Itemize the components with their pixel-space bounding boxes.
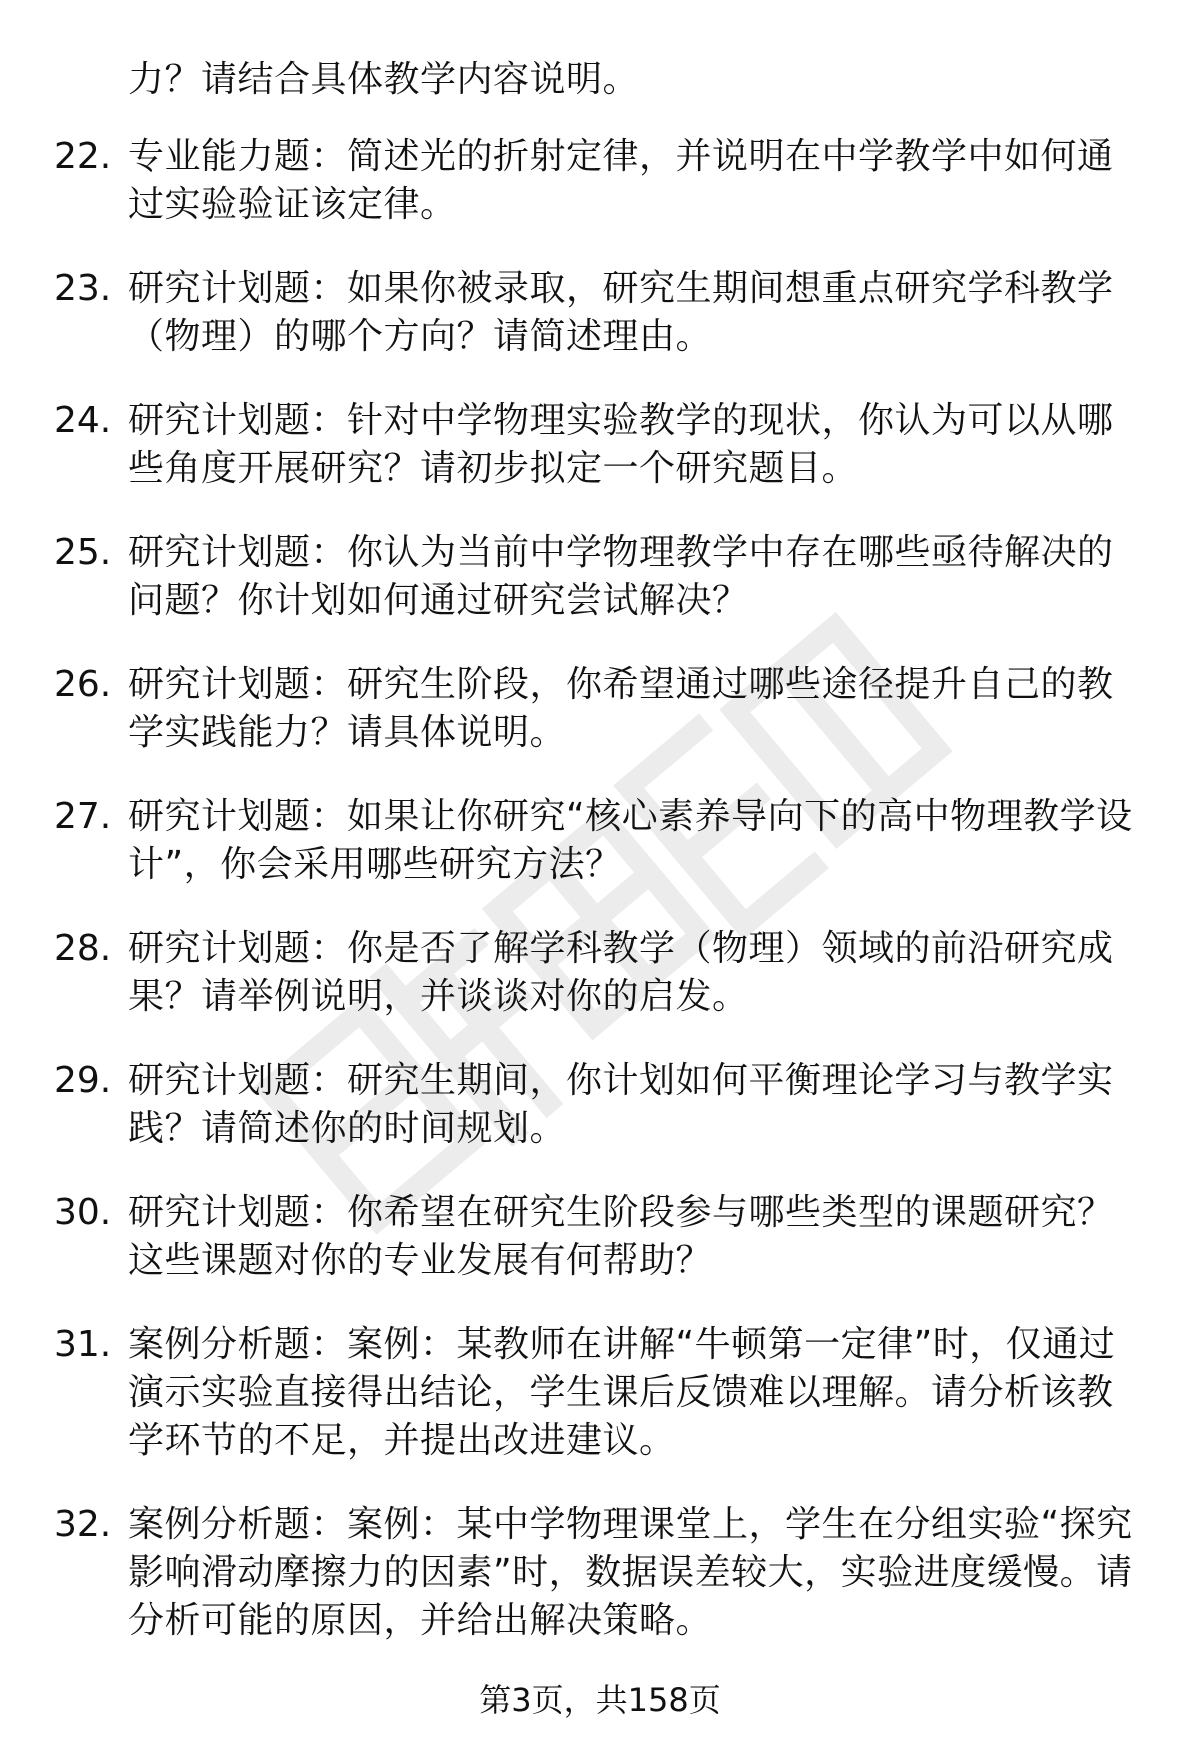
question-number: 30.: [54, 1192, 112, 1233]
question-text: 研究计划题：研究生阶段，你希望通过哪些途径提升自己的教学实践能力？请具体说明。: [128, 664, 1114, 753]
question-number: 26.: [54, 664, 112, 705]
question-number: 25.: [54, 532, 112, 573]
continued-question-text: 力？请结合具体教学内容说明。: [128, 59, 640, 100]
question-item-26: [0, 661, 1200, 757]
question-item-32: [0, 1501, 1200, 1645]
question-number: 32.: [54, 1504, 112, 1545]
question-list: [0, 133, 1200, 1681]
question-number: 27.: [54, 796, 112, 837]
question-text: 研究计划题：你是否了解学科教学（物理）领域的前沿研究成果？请举例说明，并谈谈对你的启发。: [128, 928, 1114, 1017]
question-item-28: [0, 925, 1200, 1021]
question-text: 案例分析题：案例：某中学物理课堂上，学生在分组实验“探究影响滑动摩擦力的因素”时，数据误差较大，实验进度缓慢。请分析可能的原因，并给出解决策略。: [128, 1504, 1133, 1641]
question-text: 专业能力题：简述光的折射定律，并说明在中学教学中如何通过实验验证该定律。: [128, 136, 1114, 225]
question-text: 案例分析题：案例：某教师在讲解“牛顿第一定律”时，仅通过演示实验直接得出结论，学生课后反馈难以理解。请分析该教学环节的不足，并提出改进建议。: [128, 1324, 1116, 1461]
question-number: 22.: [54, 136, 112, 177]
question-number: 28.: [54, 928, 112, 969]
question-item-25: [0, 529, 1200, 625]
question-text: 研究计划题：你认为当前中学物理教学中存在哪些亟待解决的问题？你计划如何通过研究尝试解决？: [128, 532, 1114, 621]
question-number: 23.: [54, 268, 112, 309]
question-text: 研究计划题：你希望在研究生阶段参与哪些类型的课题研究？这些课题对你的专业发展有何帮助？: [128, 1192, 1114, 1281]
question-item-27: [0, 793, 1200, 889]
question-item-22: [0, 133, 1200, 229]
question-item-29: [0, 1057, 1200, 1153]
question-number: 24.: [54, 400, 112, 441]
question-item-23: [0, 265, 1200, 361]
question-number: 31.: [54, 1324, 112, 1365]
question-text: 研究计划题：如果让你研究“核心素养导向下的高中物理教学设计”，你会采用哪些研究方法？: [128, 796, 1133, 885]
question-item-24: [0, 397, 1200, 493]
question-item-30: [0, 1189, 1200, 1285]
page-footer: 第3页，共158页: [479, 1681, 721, 1719]
question-item-31: [0, 1321, 1200, 1465]
question-text: 研究计划题：研究生期间，你计划如何平衡理论学习与教学实践？请简述你的时间规划。: [128, 1060, 1114, 1149]
question-text: 研究计划题：如果你被录取，研究生期间想重点研究学科教学（物理）的哪个方向？请简述理由。: [128, 268, 1114, 357]
question-number: 29.: [54, 1060, 112, 1101]
question-text: 研究计划题：针对中学物理实验教学的现状，你认为可以从哪些角度开展研究？请初步拟定一个研究题目。: [128, 400, 1114, 489]
